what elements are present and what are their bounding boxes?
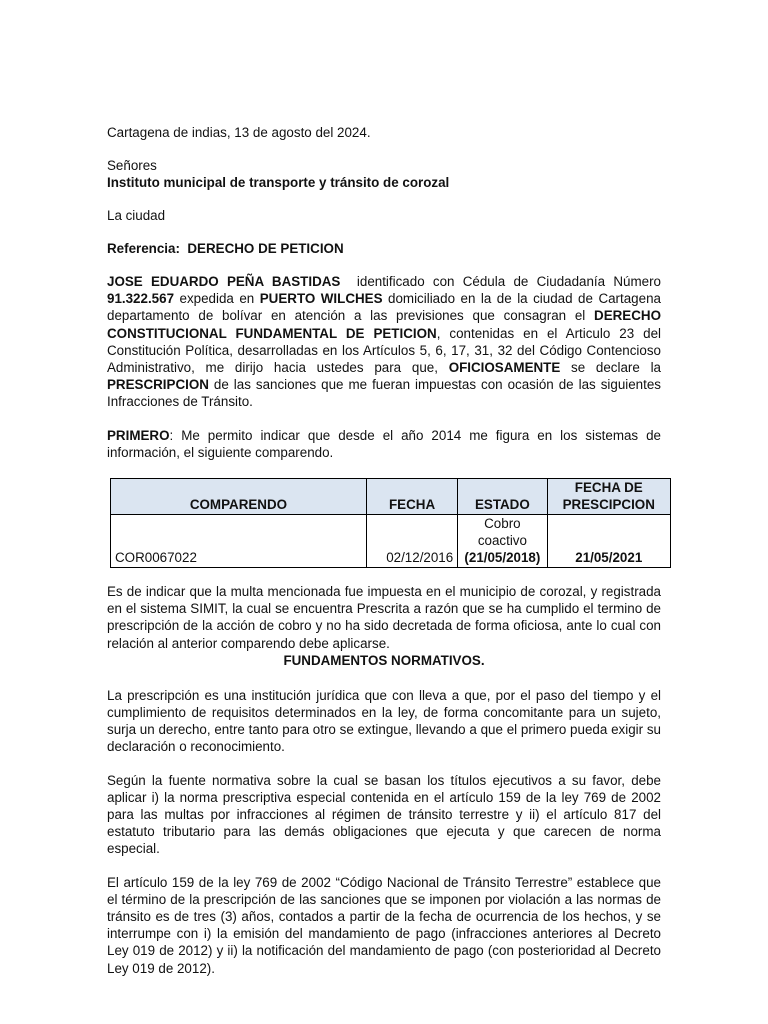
salutation: Señores <box>107 158 157 173</box>
comparendo-table <box>110 478 671 568</box>
cell-fecha: 02/12/2016 <box>366 515 457 568</box>
header-fecha: FECHA <box>366 479 457 515</box>
intro-text-6: de las sanciones que me fueran impuestas con ocasión de las siguientes Infracciones de Tránsito. <box>107 377 661 410</box>
paragraph-prescripcion: La prescripción es una institución jurídica que con lleva a que, por el paso del tiempo y el cumplimiento de requisitos determinados en la ley, de forma concomitante para un sujeto, surja un derecho, entre tanto para otro se extingue, llevando a que el primero pueda exigir su declaración o reconocimiento. <box>107 687 661 755</box>
cell-estado <box>458 515 547 568</box>
header-fecha-prescripcion: FECHA DE PRESCIPCION <box>547 479 670 515</box>
header-estado: ESTADO <box>458 479 547 515</box>
table-row <box>111 515 671 568</box>
fundamentos-title: FUNDAMENTOS NORMATIVOS. <box>283 652 485 668</box>
reference-line <box>107 240 661 257</box>
intro-text-3: domiciliado en la de la ciudad de Cartagena departamento de bolívar en atención a las previsiones que consagran el <box>107 291 661 324</box>
header-comparendo: COMPARENDO <box>111 479 367 515</box>
reference-label: Referencia: <box>107 241 180 256</box>
id-number: 91.322.567 <box>107 291 175 307</box>
paragraph-articulo-159: El artículo 159 de la ley 769 de 2002 “Código Nacional de Tránsito Terrestre” establece que el término de la prescripción de las sanciones que se imponen por violación a las normas de tránsito es de tres (3) años, contados a partir de la fecha de ocurrencia de los hechos, y se interrumpe con i) la emisión del mandamiento de pago (infracciones anteriores al Decreto Ley 019 de 2012) y ii) la notificación del mandamiento de pago (con posterioridad al Decreto Ley 019 de 2012). <box>107 874 661 976</box>
intro-text-5: se declare la <box>560 360 661 376</box>
primero-label: PRIMERO <box>107 427 170 443</box>
city: La ciudad <box>107 208 166 223</box>
table-header-row <box>111 479 671 515</box>
intro-paragraph <box>107 273 661 411</box>
petitioner-name: JOSE EDUARDO PEÑA BASTIDAS <box>107 274 341 289</box>
cell-comparendo: COR0067022 <box>111 515 367 568</box>
paragraph-fuente-normativa: Según la fuente normativa sobre la cual se basan los títulos ejecutivos a su favor, debe aplicar i) la norma prescriptiva especial contenida en el artículo 159 de la ley 769 de 2002 para las multas por infracciones al régimen de tránsito terrestre y ii) el artículo 817 del estatuto tributario para las demás obligaciones que ejecuta y que carecen de norma especial. <box>107 772 661 857</box>
document-page <box>107 124 661 977</box>
estado-line-1: Cobro <box>484 516 521 532</box>
prescripcion-word: PRESCRIPCION <box>107 377 209 393</box>
recipient: Instituto municipal de transporte y tránsito de corozal <box>107 175 450 190</box>
intro-text-4: , contenidas en el Articulo 23 del Constitución Política, desarrolladas en los Artículos 5, 6, 17, 31, 32 del Código Contencioso Administrativo, me dirijo hacia ustedes para que, <box>107 325 661 376</box>
intro-text-1: identificado con Cédula de Ciudadanía Número <box>356 274 661 289</box>
estado-line-3: (21/05/2018) <box>464 550 541 566</box>
intro-text-2: expedida en <box>174 291 260 307</box>
place-date: Cartagena de indias, 13 de agosto del 2024. <box>107 125 371 140</box>
primero-paragraph <box>107 427 661 461</box>
estado-line-2: coactivo <box>477 533 527 549</box>
oficiosamente: OFICIOSAMENTE <box>448 360 561 376</box>
issue-place: PUERTO WILCHES <box>259 291 383 307</box>
reference-value: DERECHO DE PETICION <box>187 241 344 256</box>
constitutional-right: DERECHO CONSTITUCIONAL FUNDAMENTAL DE PETICION <box>107 308 661 341</box>
cell-prescripcion: 21/05/2021 <box>547 515 670 568</box>
primero-text: : Me permito indicar que desde el año 2014 me figura en los sistemas de información, el siguiente comparendo. <box>107 427 661 460</box>
after-table-paragraph: Es de indicar que la multa mencionada fue impuesta en el municipio de corozal, y registrada en el sistema SIMIT, la cual se encuentra Prescrita a razón que se ha cumplido el termino de prescripción de la acción de cobro y no ha sido decretada de forma oficiosa, ante lo cual con relación al anterior comparendo debe aplicarse. <box>107 584 661 651</box>
